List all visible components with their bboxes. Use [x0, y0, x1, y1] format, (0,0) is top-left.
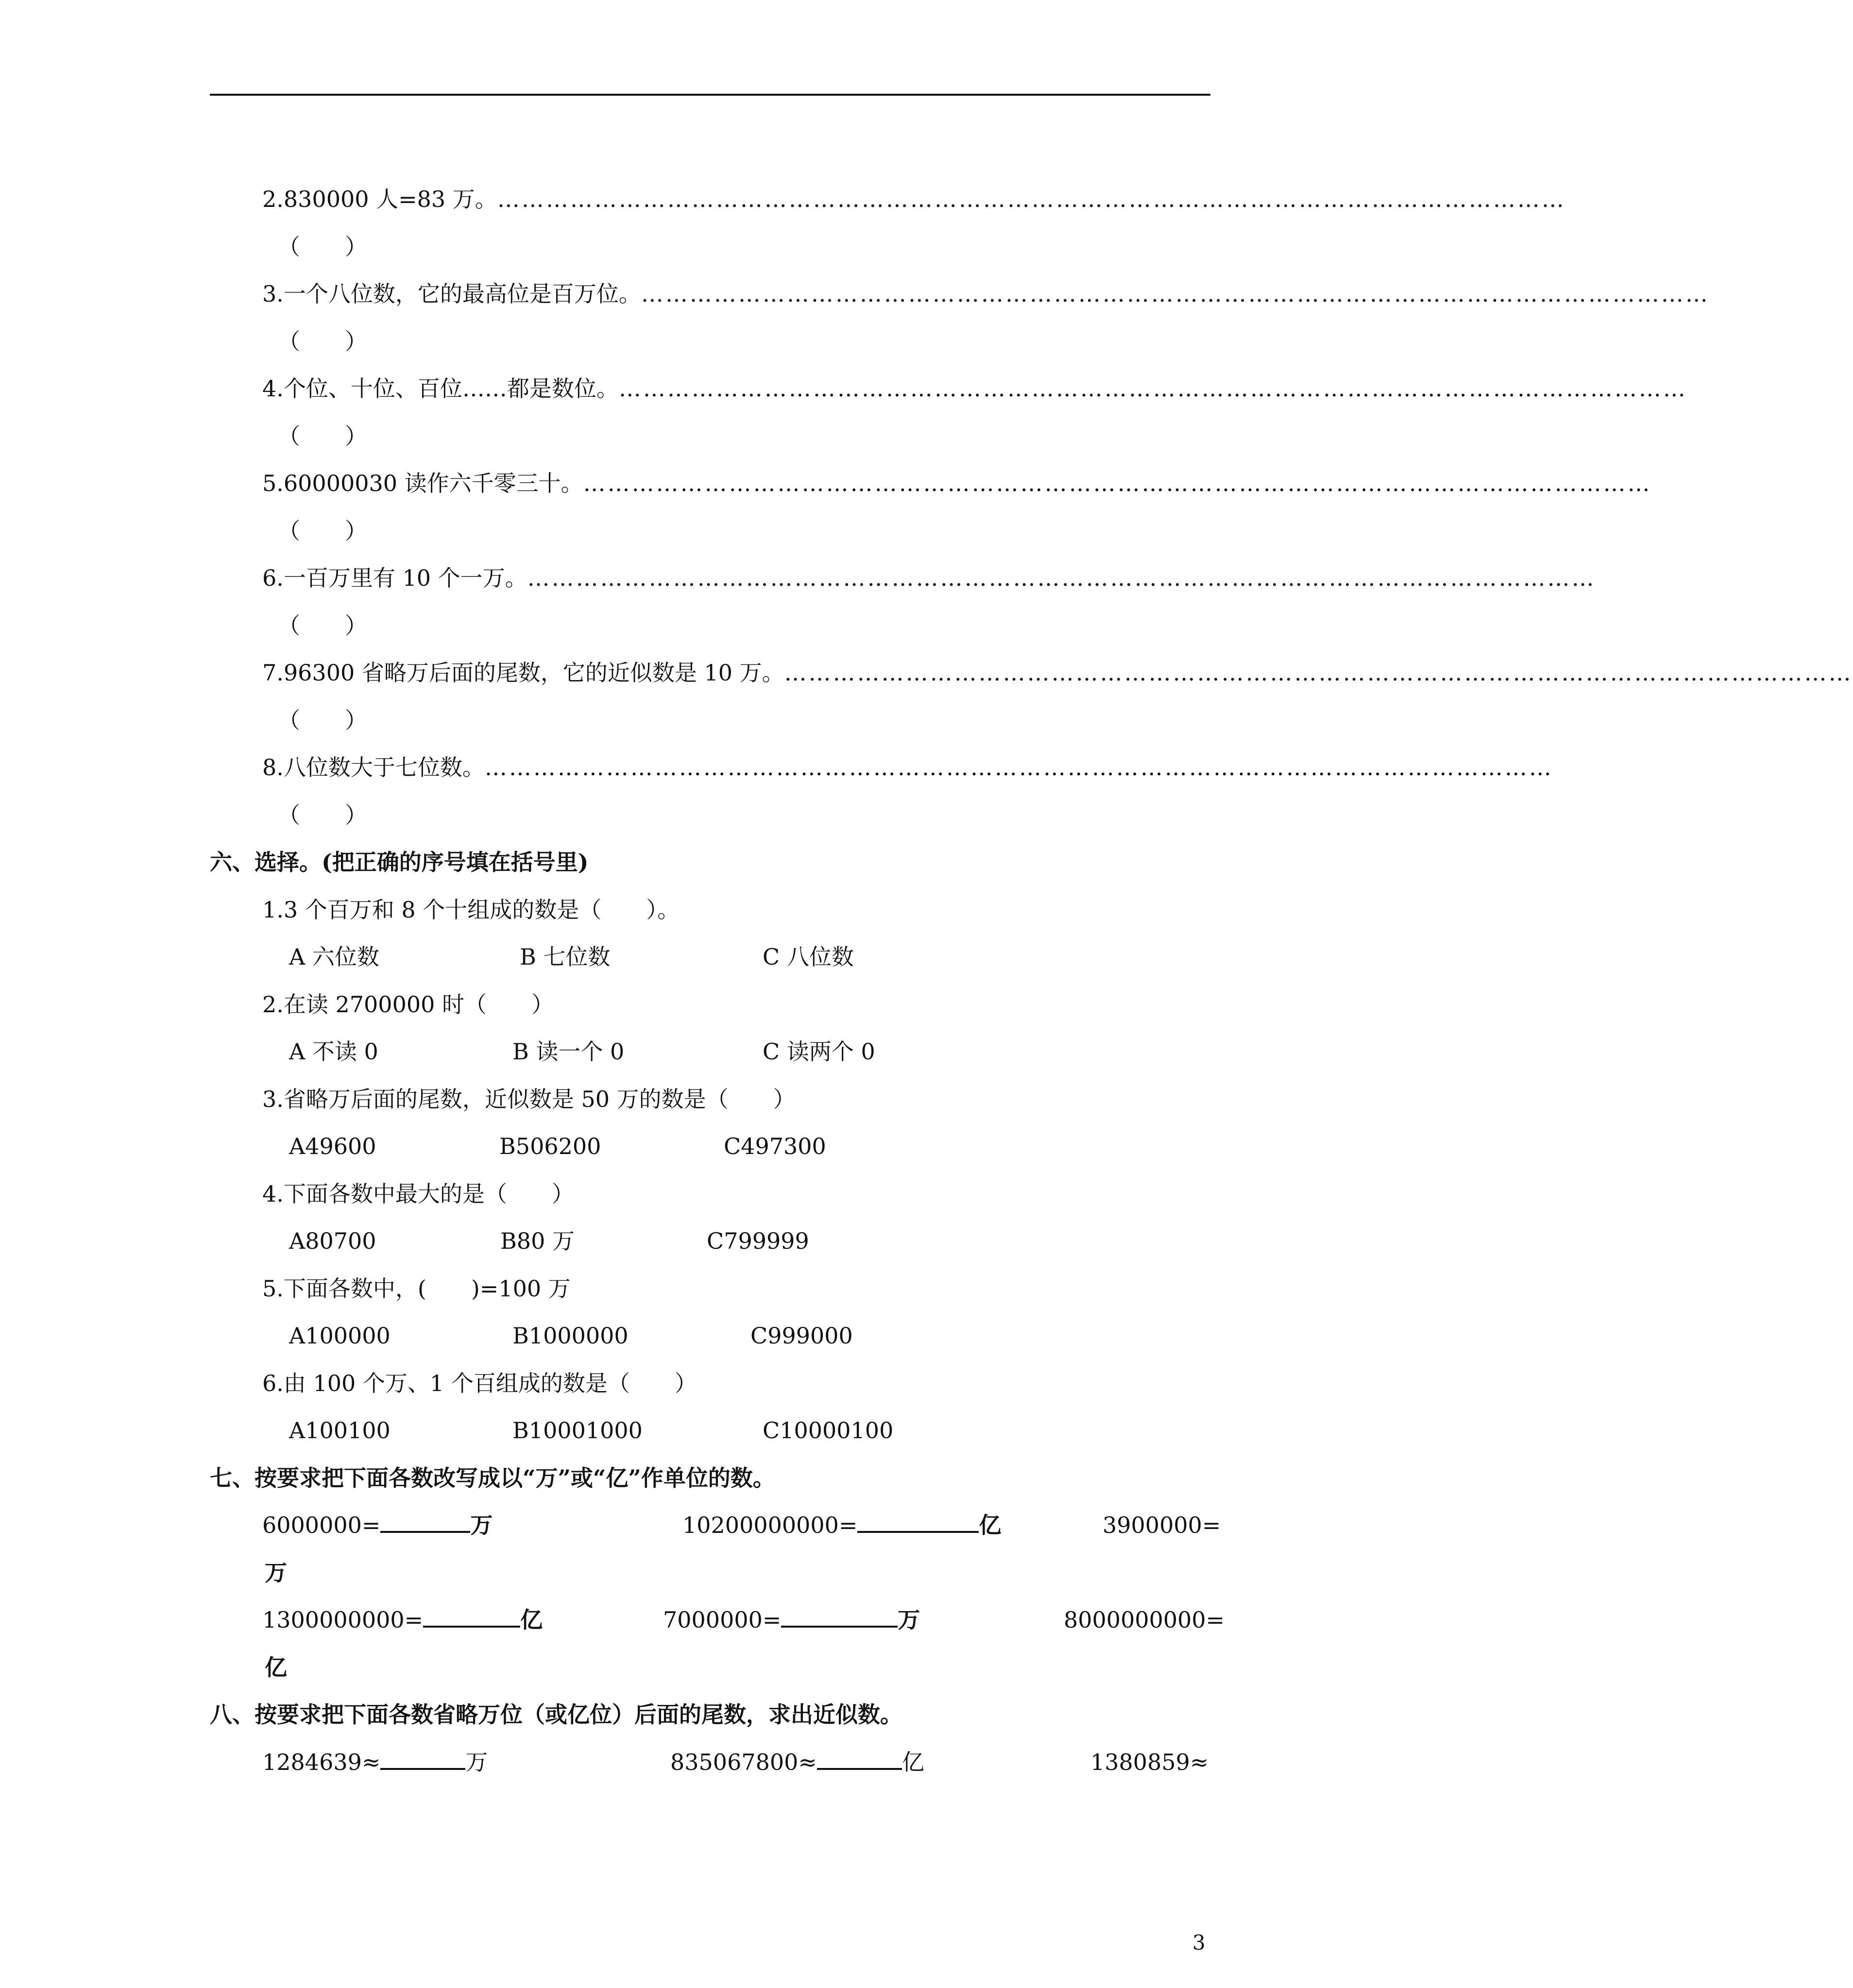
mc-question-3: 3.省略万后面的尾数，近似数是 50 万的数是（ ）: [262, 1086, 796, 1112]
convert-item-2: 10200000000= 亿: [682, 1512, 1002, 1538]
mc-option-c[interactable]: C10000100: [763, 1417, 894, 1444]
mc-question-4: 4.下面各数中最大的是（ ）: [262, 1181, 574, 1207]
mc-option-b[interactable]: B80 万: [500, 1228, 575, 1254]
tf-item-3: 3.一个八位数，它的最高位是百万位。……………………………………………………………………………………………………………………: [262, 281, 1710, 307]
convert-item-6: 8000000000=: [1064, 1607, 1225, 1633]
tf-item-5: 5.60000030 读作六千零三十。……………………………………………………………………………………………………………………: [262, 470, 1652, 496]
mc-question-6: 6.由 100 个万、1 个百组成的数是（ ）: [262, 1370, 697, 1396]
tf-answer-paren[interactable]: （ ）: [278, 518, 367, 544]
tf-item-4: 4.个位、十位、百位……都是数位。……………………………………………………………………………………………………………………: [262, 375, 1687, 402]
section-6-heading: 六、选择。(把正确的序号填在括号里): [210, 849, 589, 875]
mc-option-b[interactable]: B506200: [499, 1133, 601, 1159]
mc-option-a[interactable]: A80700: [289, 1228, 376, 1254]
tf-answer-paren[interactable]: （ ）: [278, 234, 367, 260]
tf-item-7: 7.96300 省略万后面的尾数，它的近似数是 10 万。……………………………………………………………………………………………………………………: [262, 660, 1853, 686]
mc-option-c[interactable]: C999000: [750, 1323, 853, 1349]
mc-option-c[interactable]: C 八位数: [763, 944, 854, 970]
answer-blank[interactable]: [423, 1606, 520, 1628]
tf-item-2: 2.830000 人=83 万。……………………………………………………………………………………………………………………: [262, 186, 1566, 212]
mc-option-c[interactable]: C497300: [724, 1133, 826, 1159]
mc-question-5: 5.下面各数中，( )=100 万: [262, 1275, 571, 1302]
tf-answer-paren[interactable]: （ ）: [278, 423, 367, 449]
mc-option-a[interactable]: A100000: [289, 1323, 391, 1349]
mc-option-a[interactable]: A49600: [289, 1133, 376, 1159]
tf-item-8: 8.八位数大于七位数。……………………………………………………………………………………………………………………: [262, 754, 1553, 781]
tf-answer-paren[interactable]: （ ）: [278, 802, 367, 828]
mc-option-b[interactable]: B1000000: [512, 1323, 629, 1349]
mc-option-b[interactable]: B 读一个 0: [512, 1038, 625, 1065]
mc-option-a[interactable]: A 六位数: [289, 944, 379, 970]
convert-item-3: 3900000=: [1103, 1512, 1221, 1538]
tf-answer-paren[interactable]: （ ）: [278, 707, 367, 733]
convert-item-3-unit: 万: [265, 1560, 287, 1586]
answer-blank[interactable]: [380, 1749, 465, 1770]
tf-answer-paren[interactable]: （ ）: [278, 328, 367, 355]
section-8-heading: 八、按要求把下面各数省略万位（或亿位）后面的尾数，求出近似数。: [210, 1701, 902, 1728]
answer-blank[interactable]: [857, 1512, 979, 1533]
mc-option-c[interactable]: C 读两个 0: [763, 1038, 875, 1065]
convert-item-4: 1300000000= 亿: [262, 1607, 543, 1633]
approx-item-1: 1284639≈ 万: [262, 1749, 488, 1775]
section-7-heading: 七、按要求把下面各数改写成以“万”或“亿”作单位的数。: [210, 1465, 775, 1491]
mc-option-a[interactable]: A100100: [289, 1417, 391, 1444]
mc-option-b[interactable]: B 七位数: [520, 944, 611, 970]
mc-option-b[interactable]: B10001000: [512, 1417, 643, 1444]
mc-question-2: 2.在读 2700000 时（ ）: [262, 991, 554, 1018]
convert-item-6-unit: 亿: [265, 1654, 287, 1681]
mc-option-c[interactable]: C799999: [707, 1228, 809, 1254]
convert-item-5: 7000000= 万: [663, 1607, 920, 1633]
approx-item-2: 835067800≈ 亿: [670, 1749, 924, 1775]
page-number: 3: [1192, 1931, 1206, 1954]
mc-option-a[interactable]: A 不读 0: [289, 1038, 378, 1065]
answer-blank[interactable]: [817, 1749, 902, 1770]
answer-blank[interactable]: [380, 1512, 470, 1533]
convert-item-1: 6000000= 万: [262, 1512, 493, 1538]
mc-question-1: 1.3 个百万和 8 个十组成的数是（ ）。: [262, 897, 680, 923]
tf-item-6: 6.一百万里有 10 个一万。……………………………………………………………………………………………………………………: [262, 565, 1596, 591]
answer-blank[interactable]: [781, 1606, 898, 1628]
approx-item-3: 1380859≈: [1090, 1749, 1209, 1775]
tf-answer-paren[interactable]: （ ）: [278, 612, 367, 639]
header-rule: [210, 94, 1210, 96]
